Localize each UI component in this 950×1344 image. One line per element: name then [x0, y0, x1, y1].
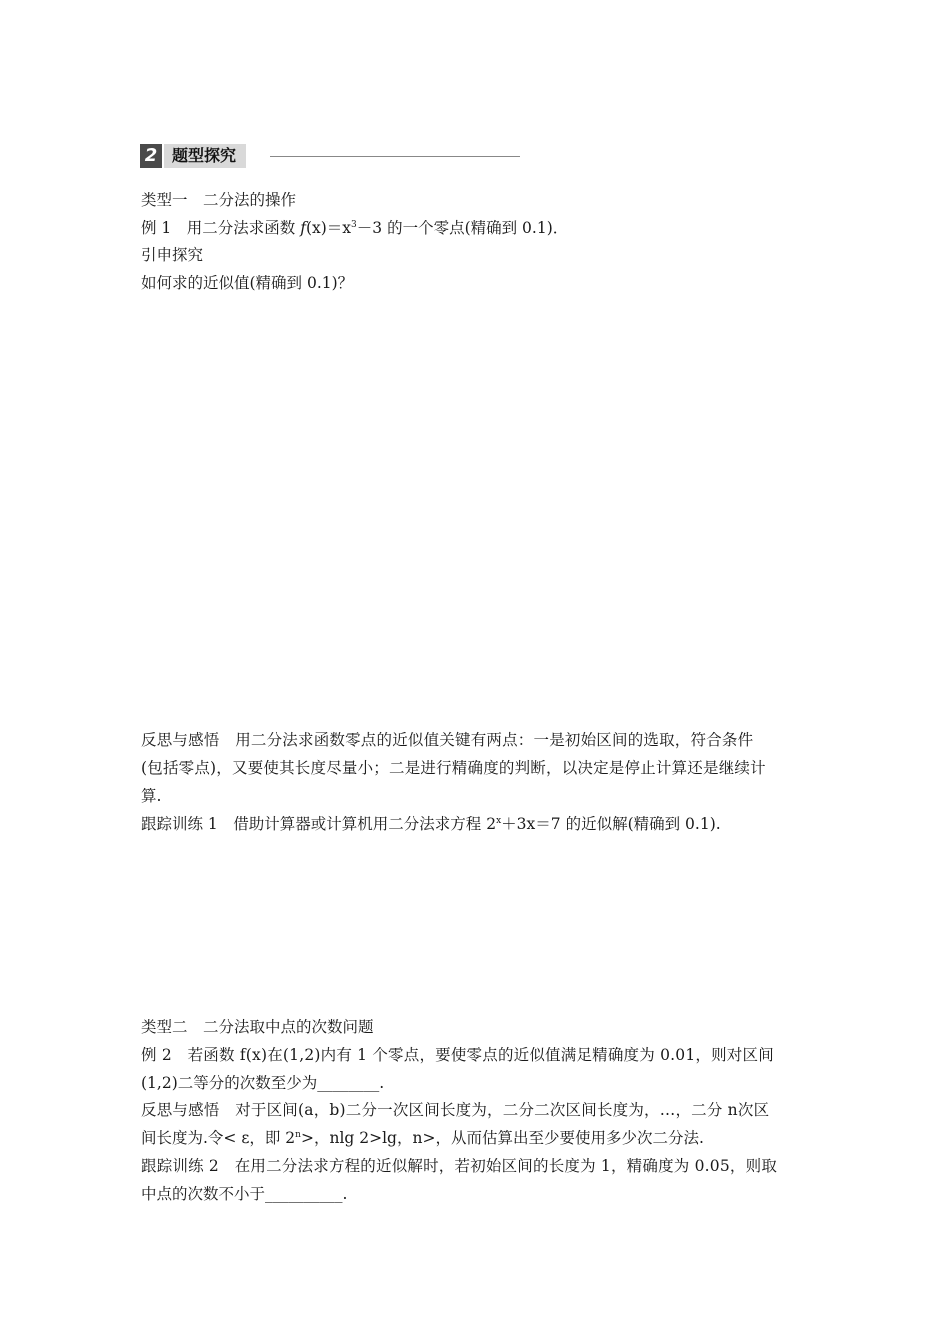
practice1-prefix: 跟踪训练 1 借助计算器或计算机用二分法求方程 2 — [141, 815, 497, 833]
example1-suffix: －3 的一个零点(精确到 0.1)． — [356, 219, 569, 237]
example2-line1: 例 2 若函数 f(x)在(1,2)内有 1 个零点，要使零点的近似值满足精确度为 0.01，则对区间 — [141, 1046, 774, 1064]
section-number-badge: 2 — [140, 144, 162, 168]
header-rule — [270, 156, 520, 157]
extension-title: 引申探究 — [141, 246, 204, 264]
example1 — [141, 218, 568, 238]
reflection1-line3: 算. — [141, 787, 162, 805]
practice1 — [141, 814, 721, 834]
example1-mid: (x)＝x — [305, 219, 352, 237]
type1-heading: 类型一 二分法的操作 — [141, 191, 297, 209]
section-title: 题型探究 — [164, 144, 246, 168]
section-header — [140, 144, 520, 170]
reflection2-exp: n — [295, 1130, 301, 1140]
example2-line2: (1,2)二等分的次数至少为________. — [141, 1074, 385, 1092]
reflection2-line2-b: >，nlg 2>lg，n>，从而估算出至少要使用多少次二分法. — [300, 1129, 704, 1147]
reflection2-line1: 反思与感悟 对于区间(a，b)二分一次区间长度为，二分二次区间长度为，…，二分 n次区 — [141, 1101, 770, 1119]
type2-heading: 类型二 二分法取中点的次数问题 — [141, 1018, 374, 1036]
example1-exp: 3 — [351, 220, 357, 230]
reflection1-line1: 反思与感悟 用二分法求函数零点的近似值关键有两点：一是初始区间的选取，符合条件 — [141, 731, 754, 749]
reflection2-line2 — [141, 1128, 704, 1148]
reflection2-line2-a: 间长度为.令< ε，即 2 — [141, 1129, 296, 1147]
practice1-suffix: ＋3x＝7 的近似解(精确到 0.1). — [501, 815, 721, 833]
example1-prefix: 例 1 用二分法求函数 — [141, 219, 301, 237]
practice2-line1: 跟踪训练 2 在用二分法求方程的近似解时，若初始区间的长度为 1，精确度为 0.05，则取 — [141, 1157, 778, 1175]
practice2-line2: 中点的次数不小于__________. — [141, 1185, 348, 1203]
practice1-exp: x — [496, 816, 502, 826]
example1-func: f — [300, 219, 306, 237]
extension-question: 如何求的近似值(精确到 0.1)？ — [141, 274, 354, 292]
reflection1-line2: (包括零点)，又要使其长度尽量小；二是进行精确度的判断，以决定是停止计算还是继续计 — [141, 759, 766, 777]
